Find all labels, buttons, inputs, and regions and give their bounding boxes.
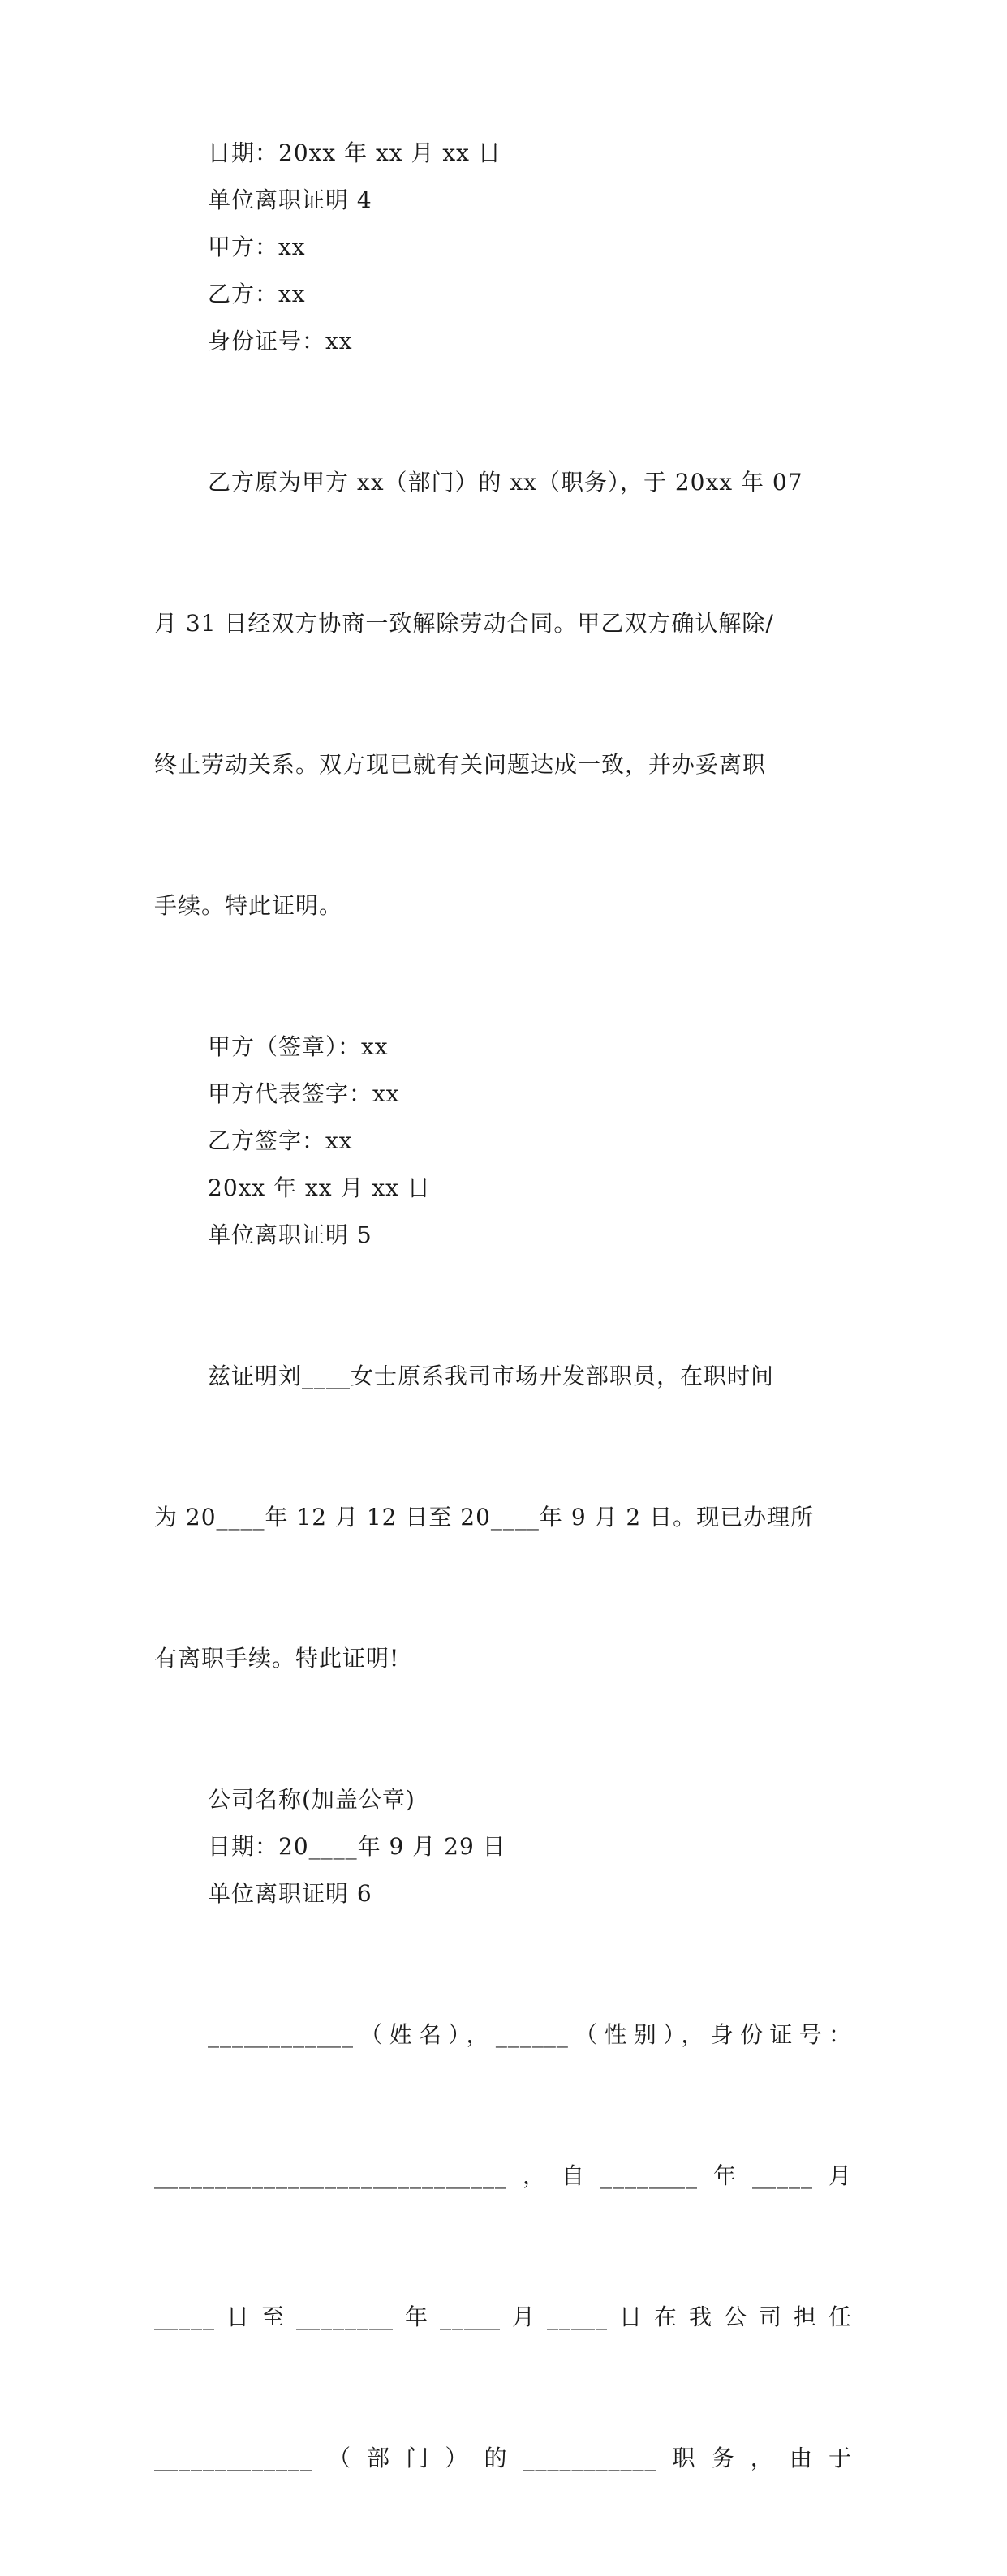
id-number-line: 身份证号：xx (208, 328, 353, 354)
party-b-line: 乙方：xx (208, 281, 306, 307)
date-line-2: 20xx 年 xx 月 xx 日 (208, 1174, 431, 1201)
party-b-signature-line: 乙方签字：xx (208, 1127, 353, 1154)
paragraph-line: 乙方原为甲方 xx（部门）的 xx（职务），于 20xx 年 07 (208, 469, 803, 496)
certificate-6-body (154, 1917, 852, 2576)
party-a-representative-line: 甲方代表签字：xx (208, 1080, 400, 1107)
paragraph-line: 兹证明刘____女士原系我司市场开发部职员，在职时间 (208, 1363, 775, 1389)
paragraph-line: 月 31 日经双方协商一致解除劳动合同。甲乙双方确认解除/ (154, 610, 774, 637)
certificate-5-body (154, 1259, 852, 1776)
certificate-title-5: 单位离职证明 5 (208, 1221, 372, 1248)
party-a-seal-line: 甲方（签章）：xx (208, 1033, 389, 1060)
date-line-3: 日期：20____年 9 月 29 日 (208, 1833, 506, 1860)
paragraph-line: ____________（姓名），______（性别），身份证号： (208, 2021, 852, 2048)
paragraph-line: 手续。特此证明。 (154, 892, 343, 919)
paragraph-line: _____________（部门）的___________职务，由于 (154, 2445, 852, 2471)
certificate-title-6: 单位离职证明 6 (208, 1880, 372, 1907)
certificate-4-body (154, 365, 852, 1024)
paragraph-line: _____________________________，自________年_____月 (154, 2162, 852, 2189)
certificate-title-4: 单位离职证明 4 (208, 187, 372, 213)
paragraph-line: 终止劳动关系。双方现已就有关问题达成一致，并办妥离职 (154, 751, 767, 778)
date-line-1: 日期：20xx 年 xx 月 xx 日 (208, 140, 501, 166)
party-a-line: 甲方：xx (208, 234, 306, 260)
paragraph-line: _____日至________年_____月_____日在我公司担任 (154, 2303, 852, 2330)
paragraph-line: 有离职手续。特此证明! (154, 1645, 400, 1672)
paragraph-line: 为 20____年 12 月 12 日至 20____年 9 月 2 日。现已办理所 (154, 1504, 815, 1531)
document-body (154, 130, 852, 2576)
company-name-line: 公司名称(加盖公章) (208, 1786, 415, 1813)
